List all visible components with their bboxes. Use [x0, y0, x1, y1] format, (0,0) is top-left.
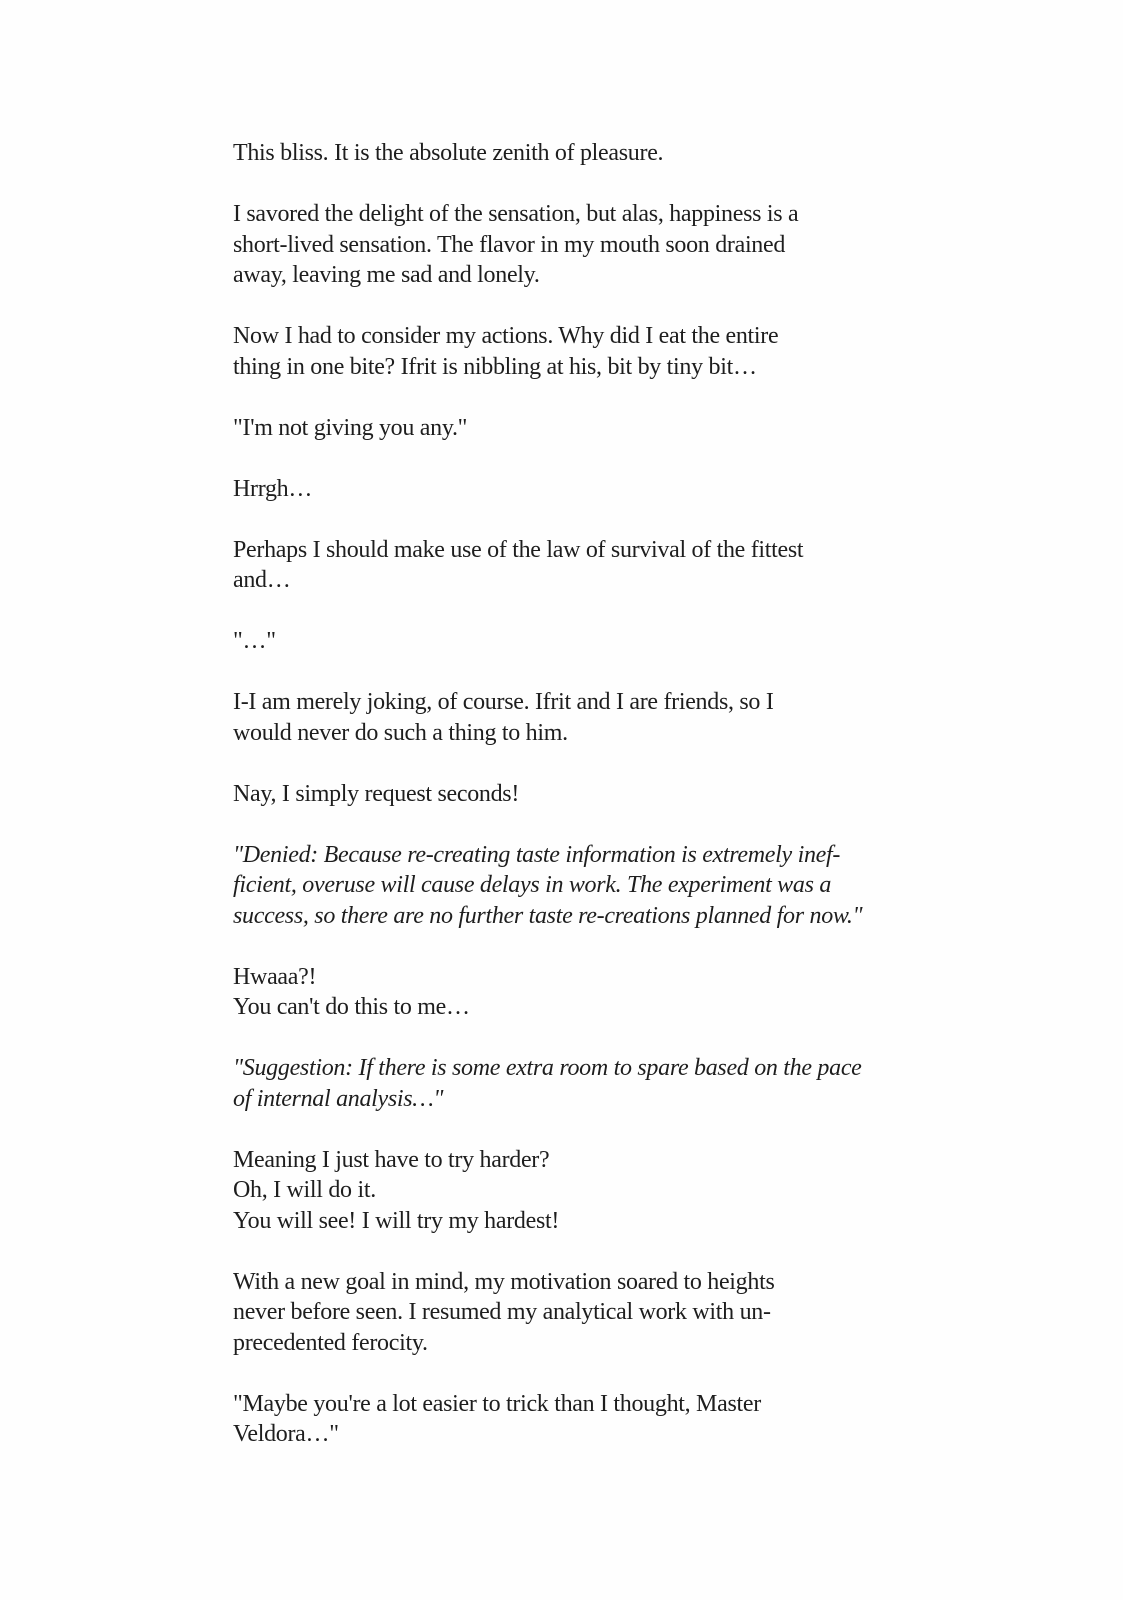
paragraph-new-goal — [233, 1267, 933, 1359]
text-line: success, so there are no further taste re-creations planned for now." — [233, 902, 863, 929]
text-line: precedented ferocity. — [233, 1329, 428, 1356]
page-text — [233, 138, 933, 1450]
text-line: I savored the delight of the sensation, but alas, happiness is a — [233, 201, 799, 227]
text-line: thing in one bite? Ifrit is nibbling at his, bit by tiny bit… — [233, 353, 757, 380]
text-line: would never do such a thing to him. — [233, 719, 568, 746]
text-line: and… — [233, 567, 291, 593]
paragraph-savored — [233, 199, 933, 291]
text-line: "I'm not giving you any." — [233, 414, 468, 441]
paragraph-hrrgh — [233, 474, 933, 505]
text-line: With a new goal in mind, my motivation soared to heights — [233, 1268, 775, 1295]
text-line: of internal analysis…" — [233, 1085, 444, 1112]
text-line: Perhaps I should make use of the law of survival of the fittest — [233, 536, 804, 563]
paragraph-hwaaa — [233, 962, 933, 1023]
paragraph-not-giving — [233, 413, 933, 444]
text-line: short-lived sensation. The flavor in my mouth soon drained — [233, 231, 786, 258]
text-line: ficient, overuse will cause delays in work. The experiment was a — [233, 872, 832, 898]
text-line: Veldora…" — [233, 1421, 339, 1447]
text-line: Nay, I simply request seconds! — [233, 780, 520, 807]
paragraph-try-harder — [233, 1145, 933, 1237]
paragraph-suggestion-announcement — [233, 1053, 933, 1114]
paragraph-joking — [233, 687, 933, 748]
paragraph-denied-announcement — [233, 840, 933, 932]
text-line: Hwaaa?! — [233, 963, 317, 990]
text-line: I-I am merely joking, of course. Ifrit and I are friends, so I — [233, 689, 774, 715]
text-line: Now I had to consider my actions. Why did I eat the entire — [233, 323, 779, 349]
paragraph-easier-to-trick — [233, 1389, 933, 1450]
text-line: Oh, I will do it. — [233, 1177, 376, 1203]
text-line: "Denied: Because re-creating taste information is extremely inef- — [233, 841, 841, 868]
text-line: never before seen. I resumed my analytical work with un- — [233, 1299, 771, 1325]
text-line: "Suggestion: If there is some extra room to spare based on the pace — [233, 1055, 862, 1081]
paragraph-consider — [233, 321, 933, 382]
text-line: You will see! I will try my hardest! — [233, 1207, 560, 1234]
paragraph-bliss — [233, 138, 933, 169]
text-line: away, leaving me sad and lonely. — [233, 262, 540, 288]
text-line: Hrrgh… — [233, 475, 313, 502]
text-line: Meaning I just have to try harder? — [233, 1146, 550, 1173]
paragraph-silence — [233, 626, 933, 657]
text-line: You can't do this to me… — [233, 994, 470, 1020]
text-line: "Maybe you're a lot easier to trick than I thought, Master — [233, 1390, 761, 1417]
text-line: This bliss. It is the absolute zenith of pleasure. — [233, 140, 664, 166]
paragraph-survival — [233, 535, 933, 596]
text-line: "…" — [233, 628, 276, 654]
paragraph-seconds — [233, 779, 933, 810]
